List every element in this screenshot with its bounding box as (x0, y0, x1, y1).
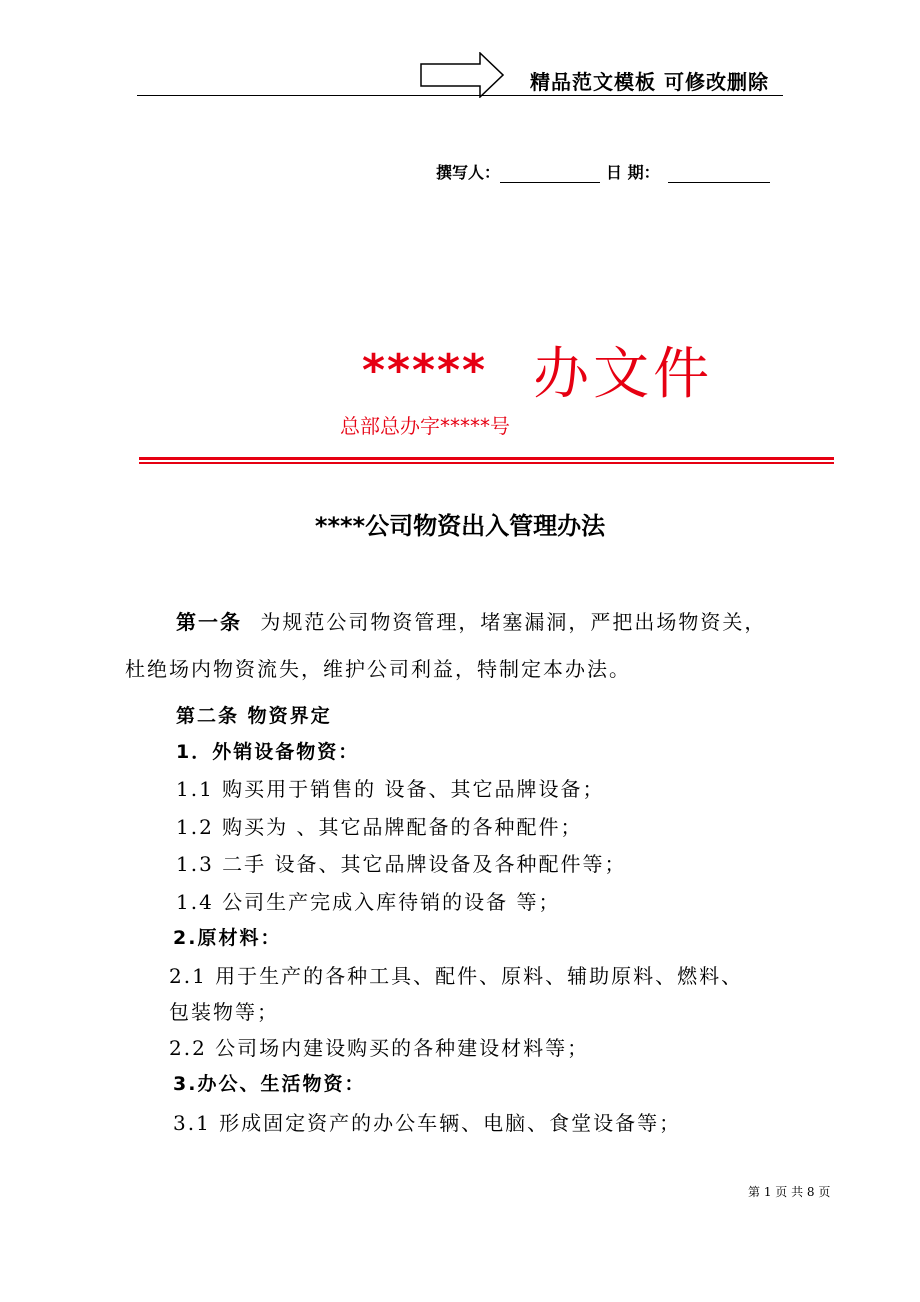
article2-heading: 第二条 物资界定 (176, 705, 332, 727)
item-1-4: 1.4 公司生产完成入库待销的设备 等； (176, 890, 561, 914)
section2-heading: 2.原材料： (173, 927, 282, 949)
red-divider-thin (139, 462, 834, 464)
article1-heading: 第一条 (176, 610, 242, 634)
office-heading (362, 330, 713, 410)
office-stars: ***** (362, 344, 488, 396)
author-date-line (436, 160, 770, 183)
red-divider-thick (139, 457, 834, 460)
section3-heading: 3.办公、生活物资： (173, 1073, 366, 1095)
template-label: 精品范文模板 可修改删除 (530, 70, 769, 94)
date-blank (668, 164, 770, 183)
office-name: 办文件 (533, 342, 714, 407)
section1-heading: 1．外销设备物资： (176, 741, 360, 763)
article1-line2: 杜绝场内物资流失，维护公司利益，特制定本办法。 (125, 657, 631, 681)
item-2-2: 2.2 公司场内建设购买的各种建设材料等； (169, 1036, 590, 1060)
date-label: 日 期： (606, 163, 660, 182)
arrow-right-icon (420, 52, 504, 98)
item-2-1-line2: 包装物等； (169, 1000, 279, 1024)
item-1-3: 1.3 二手 设备、其它品牌设备及各种配件等； (176, 852, 627, 876)
article1-line1 (176, 606, 766, 635)
article1-text: 为规范公司物资管理，堵塞漏洞，严把出场物资关， (260, 610, 767, 634)
item-1-1: 1.1 购买用于销售的 设备、其它品牌设备； (176, 777, 605, 801)
item-3-1: 3.1 形成固定资产的办公车辆、电脑、食堂设备等； (173, 1111, 682, 1135)
item-1-2: 1.2 购买为 、其它品牌配备的各种配件； (176, 815, 583, 839)
page-number: 第 1 页 共 8 页 (748, 1185, 831, 1199)
document-number: 总部总办字*****号 (340, 414, 510, 438)
document-title: ****公司物资出入管理办法 (314, 512, 606, 540)
item-2-1-line1: 2.1 用于生产的各种工具、配件、原料、辅助原料、燃料、 (169, 964, 744, 988)
header-divider (137, 95, 783, 96)
author-label: 撰写人： (436, 163, 501, 182)
author-blank (500, 164, 600, 183)
